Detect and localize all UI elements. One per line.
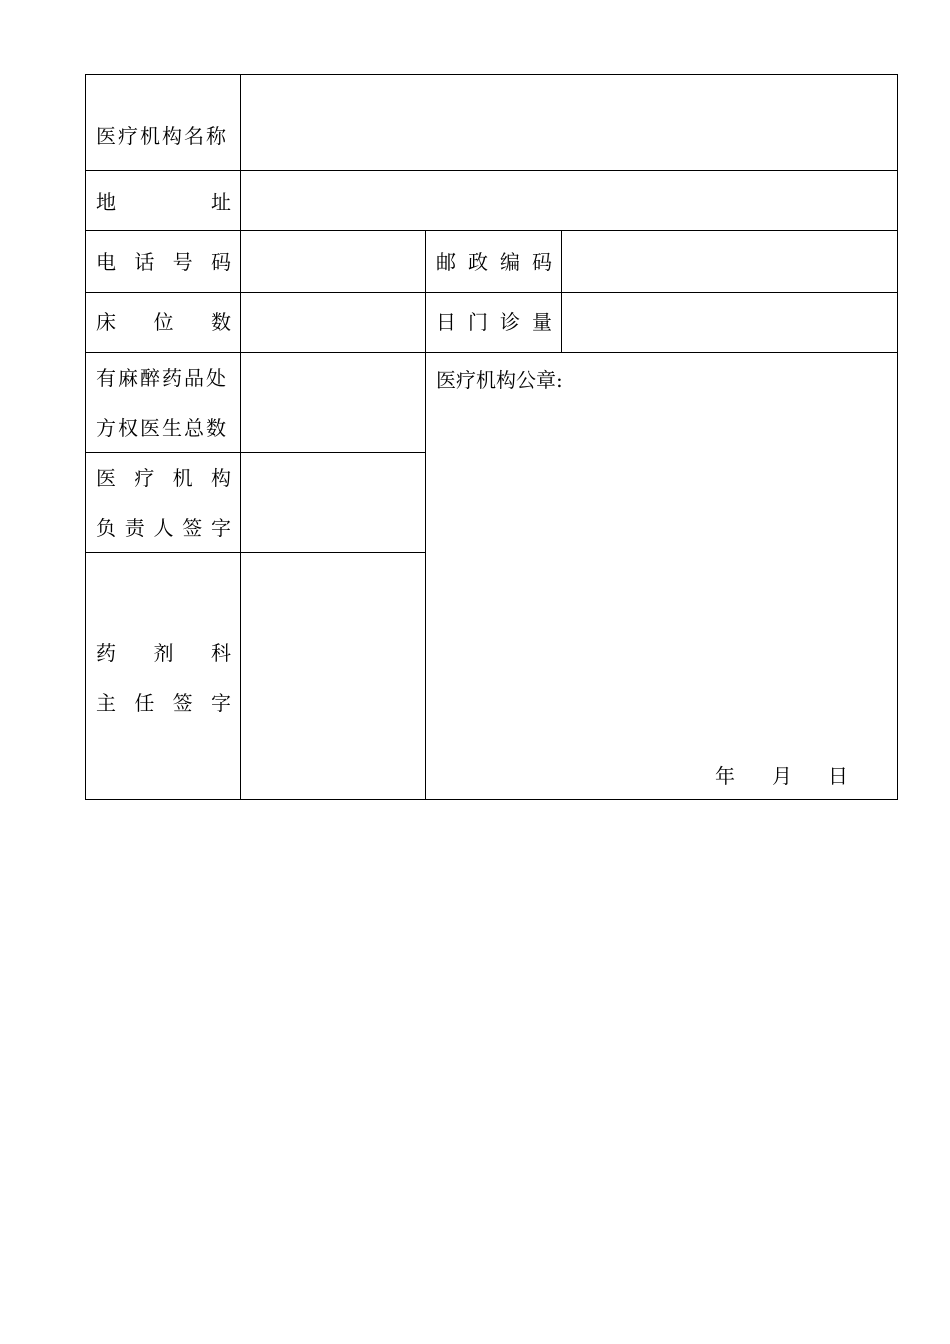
pharmacy-char: 主 [96, 691, 116, 715]
head-char: 字 [211, 516, 231, 540]
institution-name-label: 医疗机构名称 [96, 124, 228, 148]
beds-char: 数 [211, 310, 231, 334]
outpatient-char: 日 [436, 310, 456, 334]
head-char: 医 [96, 466, 116, 490]
pharmacy-director-label-line2 [96, 691, 231, 715]
pharmacy-char: 科 [211, 641, 231, 665]
seal-area[interactable] [426, 353, 897, 799]
beds-label-text [96, 310, 231, 334]
seal-label: 医疗机构公章: [436, 368, 563, 392]
phone-field[interactable] [241, 231, 425, 292]
anesthetic-doctors-field[interactable] [241, 353, 425, 452]
address-char-2: 址 [211, 190, 231, 214]
date-year: 年 [715, 764, 735, 788]
postal-char: 邮 [436, 250, 456, 274]
address-char-1: 地 [96, 190, 116, 214]
head-char: 负 [96, 516, 116, 540]
date-day: 日 [828, 764, 848, 788]
pharmacy-director-line1-text [96, 641, 231, 665]
head-char: 构 [210, 466, 231, 490]
phone-label [96, 250, 231, 274]
head-char: 签 [182, 516, 203, 540]
daily-outpatient-label [436, 310, 552, 334]
postal-char: 政 [468, 250, 488, 274]
pharmacy-char: 药 [96, 641, 116, 665]
postal-code-label-text [436, 250, 552, 274]
pharmacy-char: 签 [172, 691, 193, 715]
anesthetic-doctors-label-line1: 有麻醉药品处 [96, 366, 228, 390]
postal-char: 编 [500, 250, 520, 274]
outpatient-char: 量 [532, 310, 552, 334]
postal-char: 码 [532, 250, 552, 274]
beds-char: 位 [153, 310, 174, 334]
anesthetic-doctors-label-line2: 方权医生总数 [96, 416, 228, 440]
address-label [96, 190, 231, 214]
address-field[interactable] [241, 171, 897, 230]
date-month: 月 [772, 764, 792, 788]
pharmacy-director-line2-text [96, 691, 231, 715]
phone-char: 话 [134, 250, 155, 274]
pharmacy-char: 剂 [153, 641, 174, 665]
phone-char: 电 [96, 250, 116, 274]
pharmacy-char: 任 [134, 691, 155, 715]
head-char: 人 [153, 516, 174, 540]
beds-char: 床 [96, 310, 116, 334]
phone-char: 码 [210, 250, 231, 274]
address-label-text [96, 190, 231, 214]
daily-outpatient-label-text [436, 310, 552, 334]
head-signature-field[interactable] [241, 453, 425, 552]
outpatient-char: 诊 [500, 310, 520, 334]
head-signature-label-line1 [96, 466, 231, 490]
beds-field[interactable] [241, 293, 425, 352]
phone-label-text [96, 250, 231, 274]
postal-code-field[interactable] [562, 231, 897, 292]
head-char: 疗 [134, 466, 155, 490]
pharmacy-director-signature-field[interactable] [241, 553, 425, 799]
phone-char: 号 [172, 250, 193, 274]
head-char: 机 [172, 466, 193, 490]
head-signature-line1-text [96, 466, 231, 490]
pharmacy-director-label-line1 [96, 641, 231, 665]
registration-form-table [85, 74, 898, 800]
pharmacy-char: 字 [210, 691, 231, 715]
head-signature-line2-text [96, 516, 231, 540]
postal-code-label [436, 250, 552, 274]
daily-outpatient-field[interactable] [562, 293, 897, 352]
outpatient-char: 门 [468, 310, 488, 334]
beds-label [96, 310, 231, 334]
head-char: 责 [124, 516, 145, 540]
head-signature-label-line2 [96, 516, 231, 540]
institution-name-field[interactable] [241, 75, 897, 170]
